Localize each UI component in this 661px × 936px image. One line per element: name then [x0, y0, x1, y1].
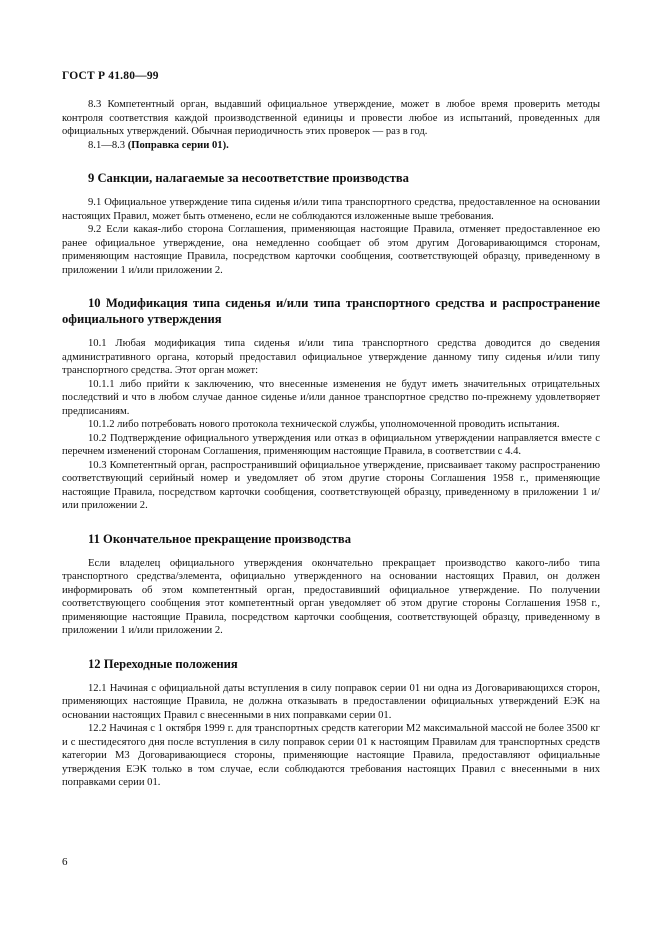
paragraph-10-1: 10.1 Любая модификация типа сиденья и/или типа транспортного средства доводится до сведения административного органа, который предоставил официальное утверждение данному типу сиденья и/или типу транспортного средства. Этот орган может:	[62, 338, 600, 376]
paragraph-9-2: 9.2 Если какая-либо сторона Соглашения, применяющая настоящие Правила, отменяет предоставленное ею ранее официальное утверждение, она немедленно сообщает об этом другим Договаривающимся сторонам, применяющим настоящие Правила, посредством карточки сообщения, соответствующей образцу, приведенному в приложении 1 и/или приложении 2.	[62, 224, 600, 276]
page-content	[62, 98, 600, 790]
amendment-range: 8.1—8.3	[88, 139, 128, 151]
amendment-label: (Поправка серии 01).	[127, 139, 229, 151]
paragraph-10-2: 10.2 Подтверждение официального утверждения или отказ в официальном утверждении направляется вместе с перечнем изменений сторонам Соглашения, применяющим настоящие Правила, в соответствии с 4.4.	[62, 432, 600, 457]
section-11-title: 11 Окончательное прекращение производства	[88, 531, 351, 546]
paragraph-12-2: 12.2 Начиная с 1 октября 1999 г. для транспортных средств категории М2 максимальной массой не более 3500 кг и с шестидесятого дня после вступления в силу поправок серии 01 к настоящим Правилам для транспортных средств категории М3 Договаривающиеся стороны, применяющие настоящие Правила, предоставляют официальные утверждения ЕЭК только в том случае, если соблюдаются требования настоящих Правил с внесенными в них поправками серии 01.	[62, 723, 600, 788]
section-10-title: 10 Модификация типа сиденья и/или типа транспортного средства и распространение официального утверждения	[62, 296, 600, 326]
paragraph-8-3: 8.3 Компетентный орган, выдавший официальное утверждение, может в любое время проверить методы контроля соответствия каждой производственной единицы и провести любое из испытаний, проведенных для официальных утверждений. Обычная периодичность этих проверок — раз в год.	[62, 99, 600, 137]
section-12-title: 12 Переходные положения	[88, 656, 238, 671]
paragraph-9-1: 9.1 Официальное утверждение типа сиденья и/или типа транспортного средства, предоставленное на основании настоящих Правил, может быть отменено, если не соблюдаются изложенные выше требования.	[62, 197, 600, 222]
paragraph-10-3: 10.3 Компетентный орган, распространивший официальное утверждение, присваивает такому распространению соответствующий серийный номер и уведомляет об этом другие стороны Соглашения 1958 г., применяющие настоящие Правила, посредством карточки сообщения, соответствующей образцу, приведенному в приложении 1 и/или приложении 2.	[62, 459, 600, 511]
paragraph-10-1-2: 10.1.2 либо потребовать нового протокола технической службы, уполномоченной проводить испытания.	[88, 419, 560, 430]
paragraph-12-1: 12.1 Начиная с официальной даты вступления в силу поправок серии 01 ни одна из Договаривающихся сторон, применяющих настоящие Правила, не должна отказывать в предоставлении официальных утверждений ЕЭК на основании настоящих Правил с внесенными в них поправками серии 01.	[62, 682, 600, 721]
paragraph-10-1-1: 10.1.1 либо прийти к заключению, что внесенные изменения не будут иметь значительных отрицательных последствий и что в любом случае данное сиденье и/или данное транспортное средство по-прежнему удовлетворяет предписаниям.	[62, 378, 600, 417]
document-code: ГОСТ Р 41.80—99	[62, 70, 159, 82]
page-number: 6	[62, 856, 68, 868]
section-9-title: 9 Санкции, налагаемые за несоответствие производства	[88, 171, 409, 185]
amendment-note-8	[62, 139, 600, 153]
paragraph-11: Если владелец официального утверждения окончательно прекращает производство какого-либо типа транспортного средства/элемента, официально утвержденного на основании настоящих Правил, он должен информировать об этом компетентный орган, предоставивший официальное утверждение. По получении соответствующего сообщения этот компетентный орган уведомляет об этом другие стороны Соглашения 1958 г., применяющие настоящие Правила, посредством карточки сообщения, соответствующей образцу, приведенному в приложении 1 и/или приложении 2.	[62, 557, 600, 636]
